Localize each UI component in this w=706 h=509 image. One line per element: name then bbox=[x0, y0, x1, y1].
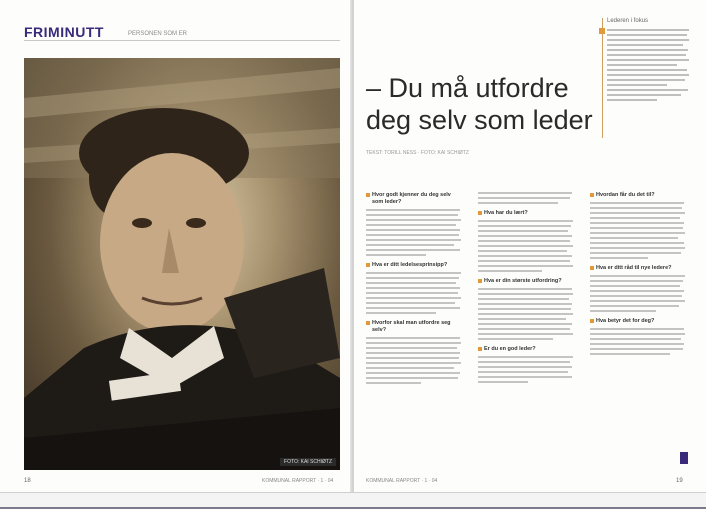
article-column-3 bbox=[590, 186, 686, 472]
answer-7 bbox=[590, 202, 686, 259]
answer-9 bbox=[590, 328, 686, 355]
headline-line-1: – Du må utfordre bbox=[366, 73, 569, 103]
answer-5 bbox=[478, 288, 574, 340]
left-page bbox=[0, 0, 353, 492]
sidebar-text bbox=[607, 29, 693, 101]
article-columns bbox=[366, 186, 690, 472]
page-number-right: 19 bbox=[676, 478, 683, 484]
article-column-2 bbox=[478, 186, 574, 472]
question-6: Er du en god leder? bbox=[478, 346, 574, 353]
byline: TEKST: TORILL NESS · FOTO: KAI SCHIØTZ bbox=[366, 150, 469, 156]
right-page bbox=[354, 0, 706, 492]
section-rule bbox=[24, 40, 340, 41]
question-2: Hva er ditt ledelsesprinsipp? bbox=[366, 262, 462, 269]
sidebar-marker bbox=[599, 28, 605, 34]
question-1: Hvor godt kjenner du deg selv som leder? bbox=[366, 192, 462, 206]
portrait-illustration bbox=[24, 58, 340, 470]
question-7: Hvordan får du det til? bbox=[590, 192, 686, 199]
footer-left: KOMMUNAL RAPPORT · 1 · 04 bbox=[262, 478, 334, 484]
question-3: Hvorfor skal man utfordre seg selv? bbox=[366, 320, 462, 334]
photo-credit: FOTO: KAI SCHIØTZ bbox=[280, 458, 336, 466]
section-subtitle: PERSONEN SOM ER bbox=[128, 31, 188, 37]
question-9: Hva betyr det for deg? bbox=[590, 318, 686, 325]
answer-2 bbox=[366, 272, 462, 314]
section-tag: FRIMINUTT bbox=[24, 24, 104, 40]
portrait-photo bbox=[24, 58, 340, 470]
answer-1 bbox=[366, 209, 462, 256]
continuation-text bbox=[478, 192, 574, 204]
question-4: Hva har du lært? bbox=[478, 210, 574, 217]
headline-line-2: deg selv som leder bbox=[366, 105, 593, 135]
footer-right: KOMMUNAL RAPPORT · 1 · 04 bbox=[366, 478, 438, 484]
answer-4 bbox=[478, 220, 574, 272]
sidebar-title: Lederen i fokus bbox=[607, 18, 649, 24]
end-mark bbox=[680, 452, 688, 464]
answer-3 bbox=[366, 337, 462, 384]
bottom-edge bbox=[0, 492, 706, 509]
article-column-1 bbox=[366, 186, 462, 472]
question-8: Hva er ditt råd til nye ledere? bbox=[590, 265, 686, 272]
answer-6 bbox=[478, 356, 574, 383]
question-5: Hva er din største utfordring? bbox=[478, 278, 574, 285]
headline bbox=[366, 72, 606, 136]
page-number-left: 18 bbox=[24, 478, 31, 484]
answer-8 bbox=[590, 275, 686, 312]
sidebar-box bbox=[602, 18, 693, 138]
